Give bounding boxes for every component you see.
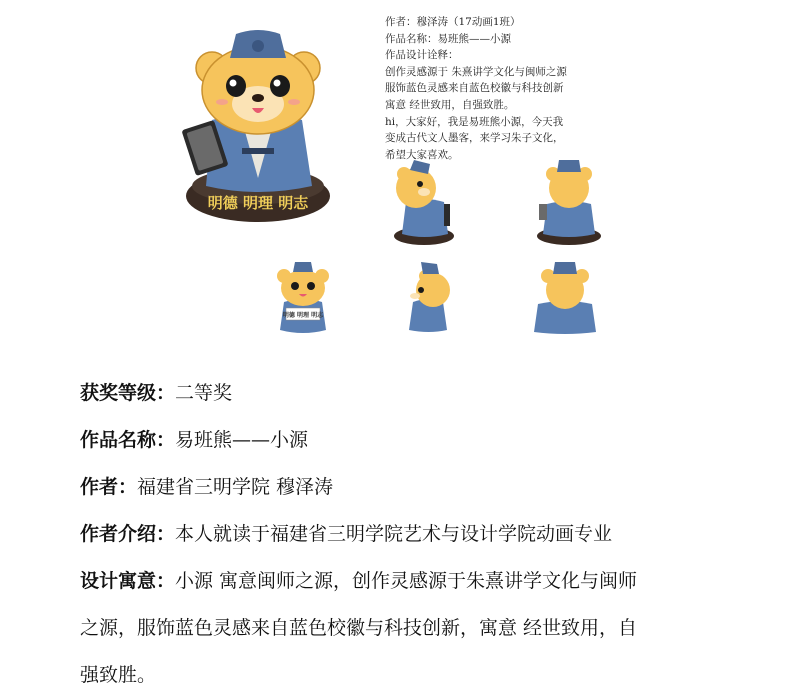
author-value: 福建省三明学院 穆泽涛 bbox=[137, 476, 334, 498]
mascot-view-profile bbox=[403, 262, 453, 334]
work-title-value: 易班熊——小源 bbox=[175, 429, 309, 451]
design-meaning-label: 设计寓意： bbox=[80, 570, 176, 592]
award-value: 二等奖 bbox=[175, 382, 233, 404]
author-label: 作者： bbox=[80, 476, 138, 498]
design-caption bbox=[385, 14, 685, 163]
design-meaning-line: 小源 寓意闽师之源，创作灵感源于朱熹讲学文化与闽师 bbox=[175, 570, 638, 592]
work-title-label: 作品名称： bbox=[80, 429, 176, 451]
caption-design-line: 服饰蓝色灵感来自蓝色校徽与科技创新 bbox=[385, 82, 564, 95]
caption-greeting-line: 变成古代文人墨客，来学习朱子文化， bbox=[385, 132, 564, 145]
mascot-view-side bbox=[390, 160, 460, 246]
plinth-text: 明德 明理 明志 bbox=[207, 194, 309, 212]
caption-design-heading: 作品设计诠释： bbox=[385, 49, 459, 62]
caption-design-line: 创作灵感源于 朱熹讲学文化与闽师之源 bbox=[385, 65, 567, 78]
caption-title: 作品名称：易班熊——小源 bbox=[385, 32, 511, 45]
award-info bbox=[80, 370, 740, 699]
mascot-hero-image bbox=[172, 28, 352, 228]
caption-design-line: 寓意 经世致用，自强致胜。 bbox=[385, 98, 515, 111]
award-row bbox=[80, 370, 740, 417]
caption-greeting-line: hi，大家好，我是易班熊小源，今天我 bbox=[385, 115, 564, 128]
award-label: 获奖等级： bbox=[80, 382, 176, 404]
design-meaning-paragraph bbox=[80, 558, 740, 699]
author-intro-row bbox=[80, 511, 740, 558]
caption-greeting-line: 希望大家喜欢。 bbox=[385, 148, 459, 161]
mascot-view-front bbox=[272, 262, 334, 336]
mascot-view-back bbox=[533, 160, 605, 246]
design-meaning-line: 之源，服饰蓝色灵感来自蓝色校徽与科技创新，寓意 经世致用，自 bbox=[80, 617, 638, 639]
small-plinth-text: 明德 明理 明志 bbox=[282, 312, 324, 319]
mascot-view-back-small bbox=[528, 262, 602, 336]
caption-author: 作者：穆泽涛（17动画1班） bbox=[385, 16, 521, 28]
author-row bbox=[80, 464, 740, 511]
author-intro-value: 本人就读于福建省三明学院艺术与设计学院动画专业 bbox=[175, 523, 613, 545]
author-intro-label: 作者介绍： bbox=[80, 523, 176, 545]
design-meaning-line: 强致胜。 bbox=[80, 664, 157, 686]
work-title-row bbox=[80, 417, 740, 464]
